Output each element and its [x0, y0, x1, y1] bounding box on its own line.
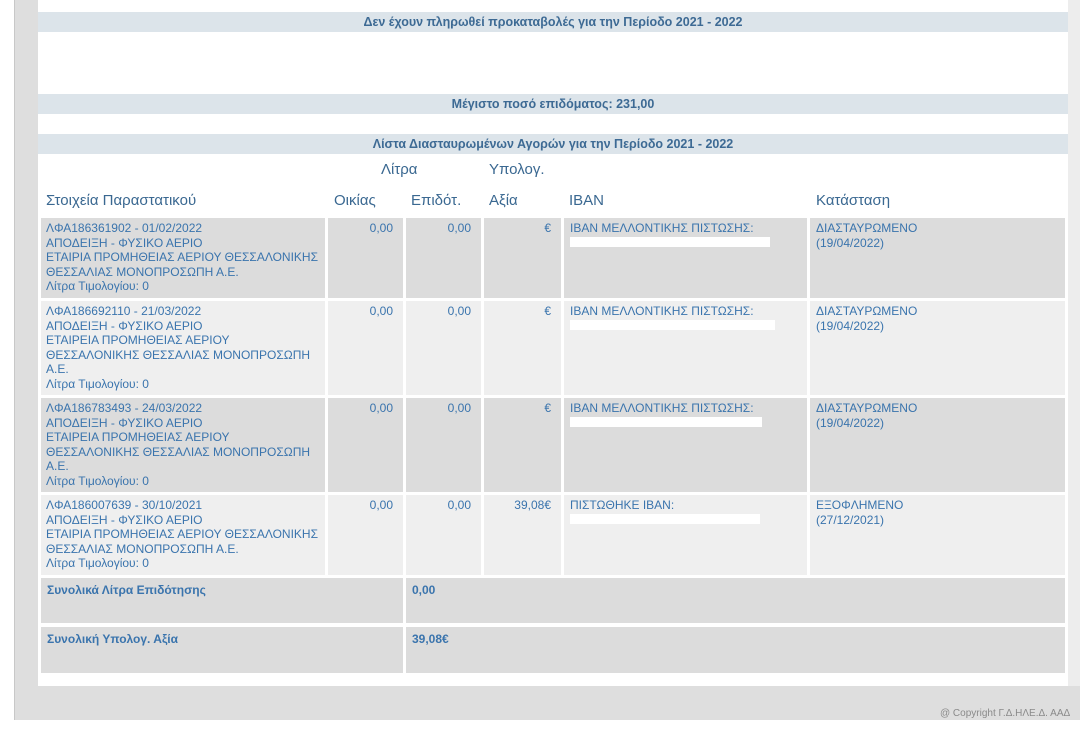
total-value-label: Συνολική Υπολογ. Αξία: [41, 627, 403, 673]
total-value-amount: 39,08€: [406, 627, 1065, 673]
table-row-2-iban: IBAN ΜΕΛΛΟΝΤΙΚΗΣ ΠΙΣΤΩΣΗΣ:: [570, 304, 754, 318]
table-row-3-iban-cell: [564, 398, 807, 492]
table-row-2-household: 0,00: [328, 301, 403, 395]
table-row-3-status: ΔΙΑΣΤΑΥΡΩΜΕΝΟ (19/04/2022): [810, 398, 1065, 492]
table-row-3-subsidy: 0,00: [406, 398, 481, 492]
table-row-3-doc[interactable]: ΛΦΑ186783493 - 24/03/2022 ΑΠΟΔΕΙΞΗ - ΦΥΣΙΚΟ ΑΕΡΙΟ ΕΤΑΙΡΕΙΑ ΠΡΟΜΗΘΕΙΑΣ ΑΕΡΙΟΥ ΘΕΣΣΑΛΟΝΙΚΗΣ ΘΕΣΣΑΛΙΑΣ ΜΟΝΟΠΡΟΣΩΠΗ Α.Ε. Λίτρα Τιμολογίου: 0: [41, 398, 325, 492]
table-row-4-value: 39,08€: [484, 495, 561, 575]
table-row-2-doc[interactable]: ΛΦΑ186692110 - 21/03/2022 ΑΠΟΔΕΙΞΗ - ΦΥΣΙΚΟ ΑΕΡΙΟ ΕΤΑΙΡΕΙΑ ΠΡΟΜΗΘΕΙΑΣ ΑΕΡΙΟΥ ΘΕΣΣΑΛΟΝΙΚΗΣ ΘΕΣΣΑΛΙΑΣ ΜΟΝΟΠΡΟΣΩΠΗ Α.Ε. Λίτρα Τιμολογίου: 0: [41, 301, 325, 395]
table-row-4-household: 0,00: [328, 495, 403, 575]
copyright-text: @ Copyright Γ.Δ.ΗΛΕ.Δ. ΑΑΔ: [940, 708, 1071, 719]
table-row-2-subsidy: 0,00: [406, 301, 481, 395]
table-row-4-doc[interactable]: ΛΦΑ186007639 - 30/10/2021 ΑΠΟΔΕΙΞΗ - ΦΥΣΙΚΟ ΑΕΡΙΟ ΕΤΑΙΡΙΑ ΠΡΟΜΗΘΕΙΑΣ ΑΕΡΙΟΥ ΘΕΣΣΑΛΟΝΙΚΗΣ ΘΕΣΣΑΛΙΑΣ ΜΟΝΟΠΡΟΣΩΠΗ Α.Ε. Λίτρα Τιμολογίου: 0: [41, 495, 325, 575]
max-amount-banner: Μέγιστο ποσό επιδόματος: 231,00: [38, 94, 1068, 114]
table-row-2-status: ΔΙΑΣΤΑΥΡΩΜΕΝΟ (19/04/2022): [810, 301, 1065, 395]
header-iban: IBAN: [569, 192, 605, 209]
table-row-2-iban-cell: [564, 301, 807, 395]
header-value: Αξία: [489, 192, 518, 209]
table-row-4-iban-cell: [564, 495, 807, 575]
table-row-3-iban: IBAN ΜΕΛΛΟΝΤΙΚΗΣ ΠΙΣΤΩΣΗΣ:: [570, 401, 754, 415]
table-row-1-subsidy: 0,00: [406, 218, 481, 298]
table-row-1-iban-cell: [564, 218, 807, 298]
table-row-1-value: €: [484, 218, 561, 298]
table-row-1-status: ΔΙΑΣΤΑΥΡΩΜΕΝΟ (19/04/2022): [810, 218, 1065, 298]
header-subsidy: Επιδότ.: [411, 192, 462, 209]
content-panel: [38, 0, 1068, 686]
header-calc: Υπολογ.: [489, 161, 545, 178]
table-row-4-status: ΕΞΟΦΛΗΜΕΝΟ (27/12/2021): [810, 495, 1065, 575]
header-doc: Στοιχεία Παραστατικού: [46, 192, 197, 209]
total-litres-value: 0,00: [406, 578, 1065, 623]
header-status: Κατάσταση: [816, 192, 891, 209]
table-row-3-household: 0,00: [328, 398, 403, 492]
table-row-1-iban: IBAN ΜΕΛΛΟΝΤΙΚΗΣ ΠΙΣΤΩΣΗΣ:: [570, 221, 754, 235]
table-row-1-household: 0,00: [328, 218, 403, 298]
purchases-list-title: Λίστα Διασταυρωμένων Αγορών για την Περίοδο 2021 - 2022: [38, 134, 1068, 154]
redacted-iban-4: [570, 514, 760, 524]
table-row-3-value: €: [484, 398, 561, 492]
right-margin: [1068, 0, 1080, 686]
header-litres: Λίτρα: [381, 161, 418, 178]
left-margin: [0, 0, 15, 720]
table-row-1-doc[interactable]: ΛΦΑ186361902 - 01/02/2022 ΑΠΟΔΕΙΞΗ - ΦΥΣΙΚΟ ΑΕΡΙΟ ΕΤΑΙΡΙΑ ΠΡΟΜΗΘΕΙΑΣ ΑΕΡΙΟΥ ΘΕΣΣΑΛΟΝΙΚΗΣ ΘΕΣΣΑΛΙΑΣ ΜΟΝΟΠΡΟΣΩΠΗ Α.Ε. Λίτρα Τιμολογίου: 0: [41, 218, 325, 298]
table-row-2-value: €: [484, 301, 561, 395]
advances-notice: Δεν έχουν πληρωθεί προκαταβολές για την Περίοδο 2021 - 2022: [38, 12, 1068, 32]
table-row-4-iban: ΠΙΣΤΩΘΗΚΕ IBAN:: [570, 498, 675, 512]
total-litres-label: Συνολικά Λίτρα Επιδότησης: [41, 578, 403, 623]
redacted-iban-1: [570, 237, 770, 247]
bottom-margin: [0, 720, 1080, 750]
redacted-iban-3: [570, 417, 762, 427]
table-row-4-subsidy: 0,00: [406, 495, 481, 575]
redacted-iban-2: [570, 320, 775, 330]
header-household: Οικίας: [334, 192, 376, 209]
